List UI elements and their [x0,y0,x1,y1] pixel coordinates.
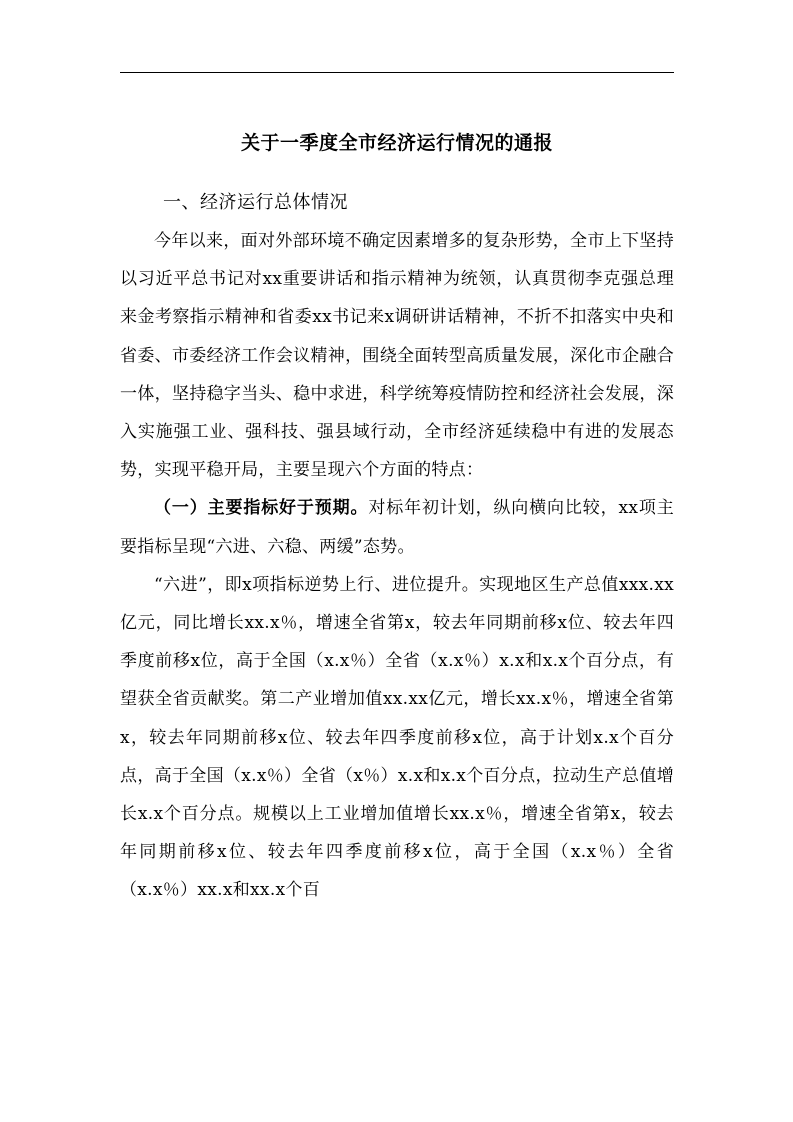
document-body [120,222,674,910]
intro-paragraph: 今年以来，面对外部环境不确定因素增多的复杂形势，全市上下坚持以习近平总书记对xx重要讲话和指示精神为统领，认真贯彻李克强总理来金考察指示精神和省委xx书记来x调研讲话精神，不折不扣落实中央和省委、市委经济工作会议精神，围绕全面转型高质量发展，深化市企融合一体，坚持稳字当头、稳中求进，科学统筹疫情防控和经济社会发展，深入实施强工业、强科技、强县域行动，全市经济延续稳中有进的发展态势，实现平稳开局，主要呈现六个方面的特点： [120,231,674,481]
point-one-text: 对标年初计划，纵向横向比较，xx项主要指标呈现“六进、六稳、两缓”态势。 [120,498,675,557]
document-title: 关于一季度全市经济运行情况的通报 [240,132,553,154]
header-rule [120,72,674,73]
six-advances-paragraph: “六进”，即x项指标逆势上行、进位提升。实现地区生产总值xxx.xx亿元，同比增长xx.x％，增速全省第x，较去年同期前移x位、较去年四季度前移x位，高于全国（x.x％）全省（x.x％）x.x和x.x个百分点，有望获全省贡献奖。第二产业增加值xx.xx亿元，增长xx.x％，增速全省第x，较去年同期前移x位、较去年四季度前移x位，高于计划x.x个百分点，高于全国（x.x％）全省（x％）x.x和x.x个百分点，拉动生产总值增长x.x个百分点。规模以上工业增加值增长xx.x％，增速全省第x，较去年同期前移x位、较去年四季度前移x位，高于全国（x.x％）全省（x.x％）xx.x和xx.x个百 [120,574,674,901]
section-heading: 一、经济运行总体情况 [163,192,348,213]
point-one-paragraph [120,489,674,565]
point-one-lead: （一）主要指标好于预期。 [154,498,369,519]
